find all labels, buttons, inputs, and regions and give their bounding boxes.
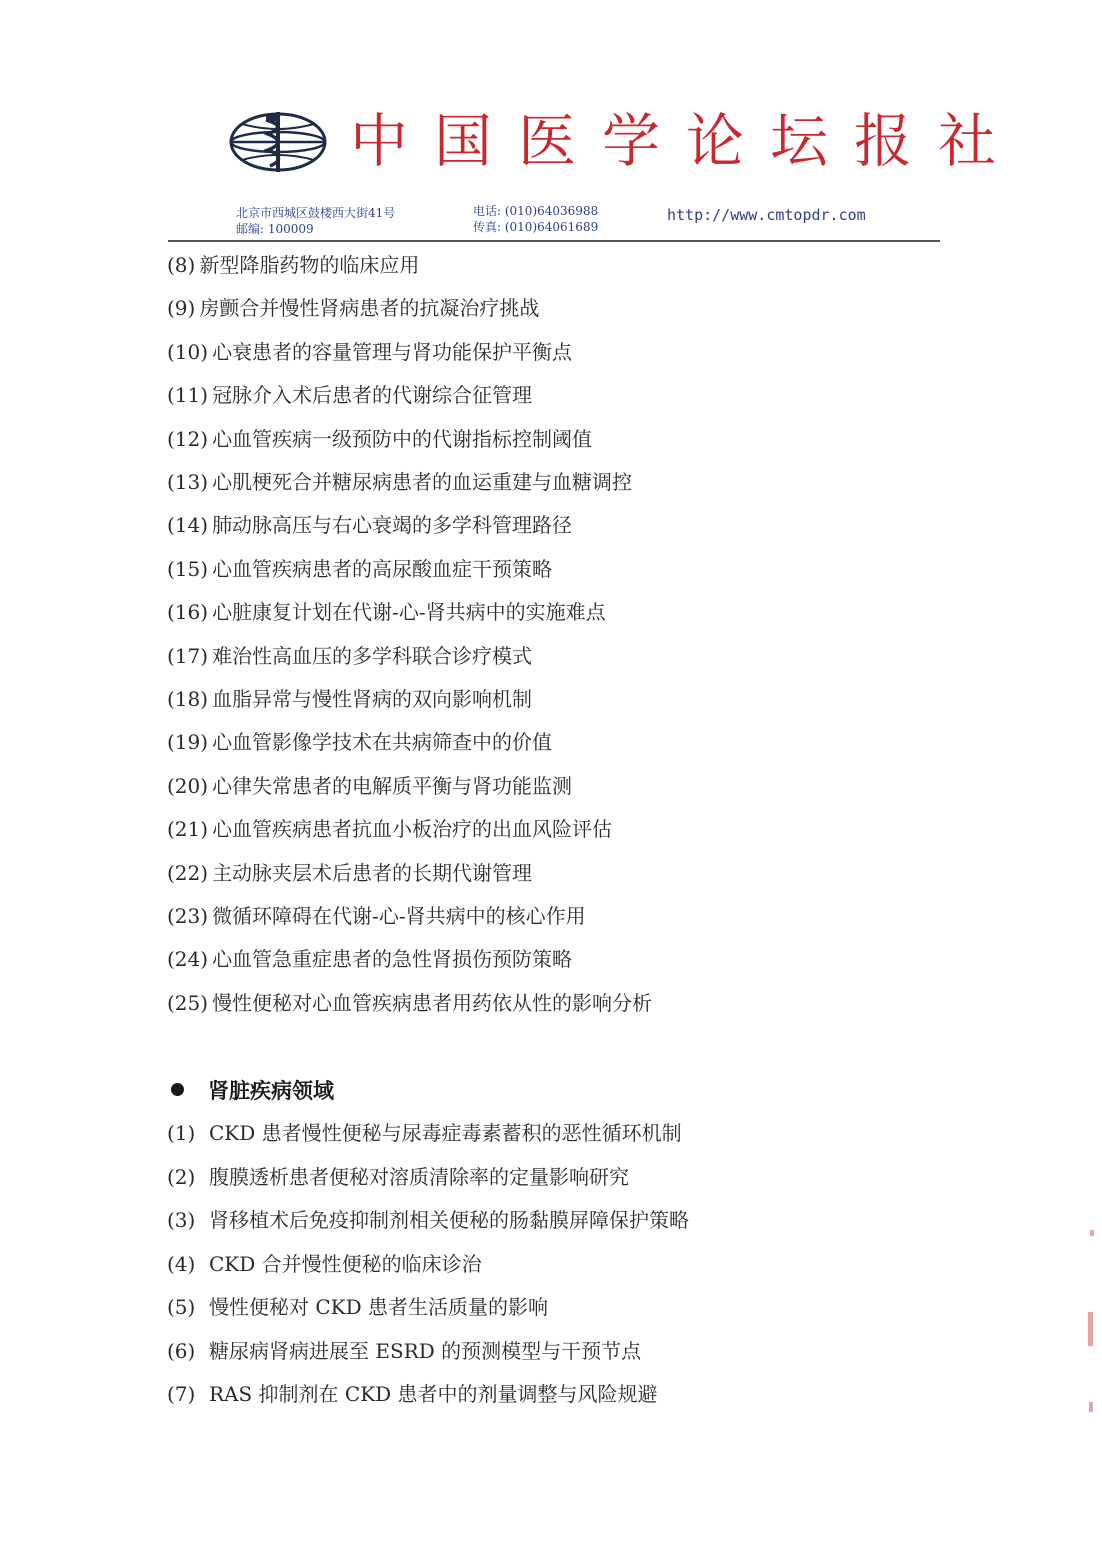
item-text: 微循环障碍在代谢-心-肾共病中的核心作用: [212, 904, 586, 928]
website-link[interactable]: http://www.cmtopdr.com: [667, 206, 866, 224]
organization-name: 中国医学论坛报社: [350, 107, 1023, 175]
item-number: (5): [167, 1295, 196, 1319]
item-text: 难治性高血压的多学科联合诊疗模式: [212, 643, 533, 668]
item-text: 肺动脉高压与右心衰竭的多学科管理路径: [212, 513, 573, 538]
scan-mark: [1088, 1312, 1093, 1346]
item-text: 心血管疾病患者抗血小板治疗的出血风险评估: [212, 817, 613, 842]
list-item: [167, 684, 532, 714]
item-number: (14): [167, 513, 209, 538]
item-text: 心血管急重症患者的急性肾损伤预防策略: [212, 947, 573, 972]
list-item: [167, 641, 532, 671]
item-number: (13): [167, 470, 209, 494]
item-number: (25): [167, 990, 209, 1015]
item-number: (21): [167, 817, 209, 842]
list-item: [167, 727, 552, 757]
postcode-line: 邮编: 100009: [236, 222, 314, 236]
list-item: [167, 1379, 658, 1409]
item-number: (4): [167, 1251, 196, 1276]
item-number: (3): [167, 1208, 196, 1232]
item-number: (9): [167, 296, 196, 321]
list-item: [167, 1292, 548, 1322]
list-item: [167, 901, 586, 931]
list-item: [167, 293, 539, 323]
list-item: [167, 424, 592, 454]
item-text: RAS 抑制剂在 CKD 患者中的剂量调整与风险规避: [209, 1382, 658, 1406]
item-number: (6): [167, 1338, 196, 1363]
item-number: (15): [167, 556, 209, 581]
item-text: 腹膜透析患者便秘对溶质清除率的定量影响研究: [209, 1164, 629, 1189]
item-number: (19): [167, 730, 209, 755]
item-text: 心衰患者的容量管理与肾功能保护平衡点: [212, 339, 573, 364]
list-item: [167, 554, 552, 584]
phone-line: 电话: (010)64036988: [473, 204, 599, 218]
item-number: (12): [167, 426, 209, 451]
item-number: (24): [167, 947, 209, 972]
list-item: [167, 1336, 641, 1366]
item-text: 心血管疾病一级预防中的代谢指标控制阈值: [212, 426, 593, 451]
item-number: (22): [167, 860, 209, 885]
section-heading: [167, 1076, 334, 1106]
item-text: 肾移植术后免疫抑制剂相关便秘的肠黏膜屏障保护策略: [209, 1208, 689, 1232]
item-text: 糖尿病肾病进展至 ESRD 的预测模型与干预节点: [209, 1338, 642, 1363]
item-text: 冠脉介入术后患者的代谢综合征管理: [212, 383, 533, 408]
item-number: (16): [167, 600, 209, 625]
address-line: 北京市西城区鼓楼西大街41号: [236, 206, 396, 220]
list-item: [167, 988, 652, 1018]
globe-caduceus-icon: [228, 110, 328, 174]
list-item: [167, 250, 419, 280]
item-text: 心脏康复计划在代谢-心-肾共病中的实施难点: [212, 600, 606, 625]
item-text: 主动脉夹层术后患者的长期代谢管理: [212, 860, 533, 885]
list-item: [167, 510, 572, 540]
item-text: 心血管影像学技术在共病筛查中的价值: [212, 730, 553, 755]
list-item: [167, 944, 572, 974]
list-item: [167, 597, 606, 627]
list-item: [167, 1249, 482, 1279]
list-item: [167, 1205, 689, 1235]
item-text: CKD 患者慢性便秘与尿毒症毒素蓄积的恶性循环机制: [209, 1121, 682, 1145]
item-number: (2): [167, 1164, 196, 1189]
item-text: 房颤合并慢性肾病患者的抗凝治疗挑战: [199, 296, 540, 321]
item-text: 慢性便秘对 CKD 患者生活质量的影响: [209, 1295, 548, 1319]
item-text: 新型降脂药物的临床应用: [199, 253, 420, 277]
scan-mark: [1090, 1230, 1094, 1236]
item-number: (20): [167, 773, 209, 798]
item-text: 心肌梗死合并糖尿病患者的血运重建与血糖调控: [212, 470, 633, 494]
item-text: 心律失常患者的电解质平衡与肾功能监测: [212, 773, 573, 798]
header-divider: [168, 240, 940, 242]
list-item: [167, 1162, 629, 1192]
item-number: (11): [167, 383, 209, 408]
phone-block: [473, 203, 598, 235]
item-number: (1): [167, 1121, 196, 1145]
bullet-icon: [171, 1083, 184, 1096]
item-text: 心血管疾病患者的高尿酸血症干预策略: [212, 556, 553, 581]
list-item: [167, 1118, 682, 1148]
list-item: [167, 814, 612, 844]
item-number: (8): [167, 253, 196, 277]
item-text: 血脂异常与慢性肾病的双向影响机制: [212, 687, 533, 711]
item-number: (17): [167, 643, 209, 668]
list-item: [167, 858, 532, 888]
item-text: CKD 合并慢性便秘的临床诊治: [209, 1251, 482, 1276]
item-number: (18): [167, 687, 209, 711]
section-title: 肾脏疾病领域: [208, 1078, 334, 1103]
item-text: 慢性便秘对心血管疾病患者用药依从性的影响分析: [212, 990, 653, 1015]
list-item: [167, 467, 632, 497]
item-number: (7): [167, 1382, 196, 1406]
list-item: [167, 771, 572, 801]
fax-line: 传真: (010)64061689: [473, 220, 599, 234]
scan-mark: [1089, 1402, 1093, 1412]
list-item: [167, 337, 572, 367]
list-item: [167, 380, 532, 410]
address-block: [236, 205, 395, 237]
item-number: (23): [167, 904, 209, 928]
item-number: (10): [167, 339, 209, 364]
